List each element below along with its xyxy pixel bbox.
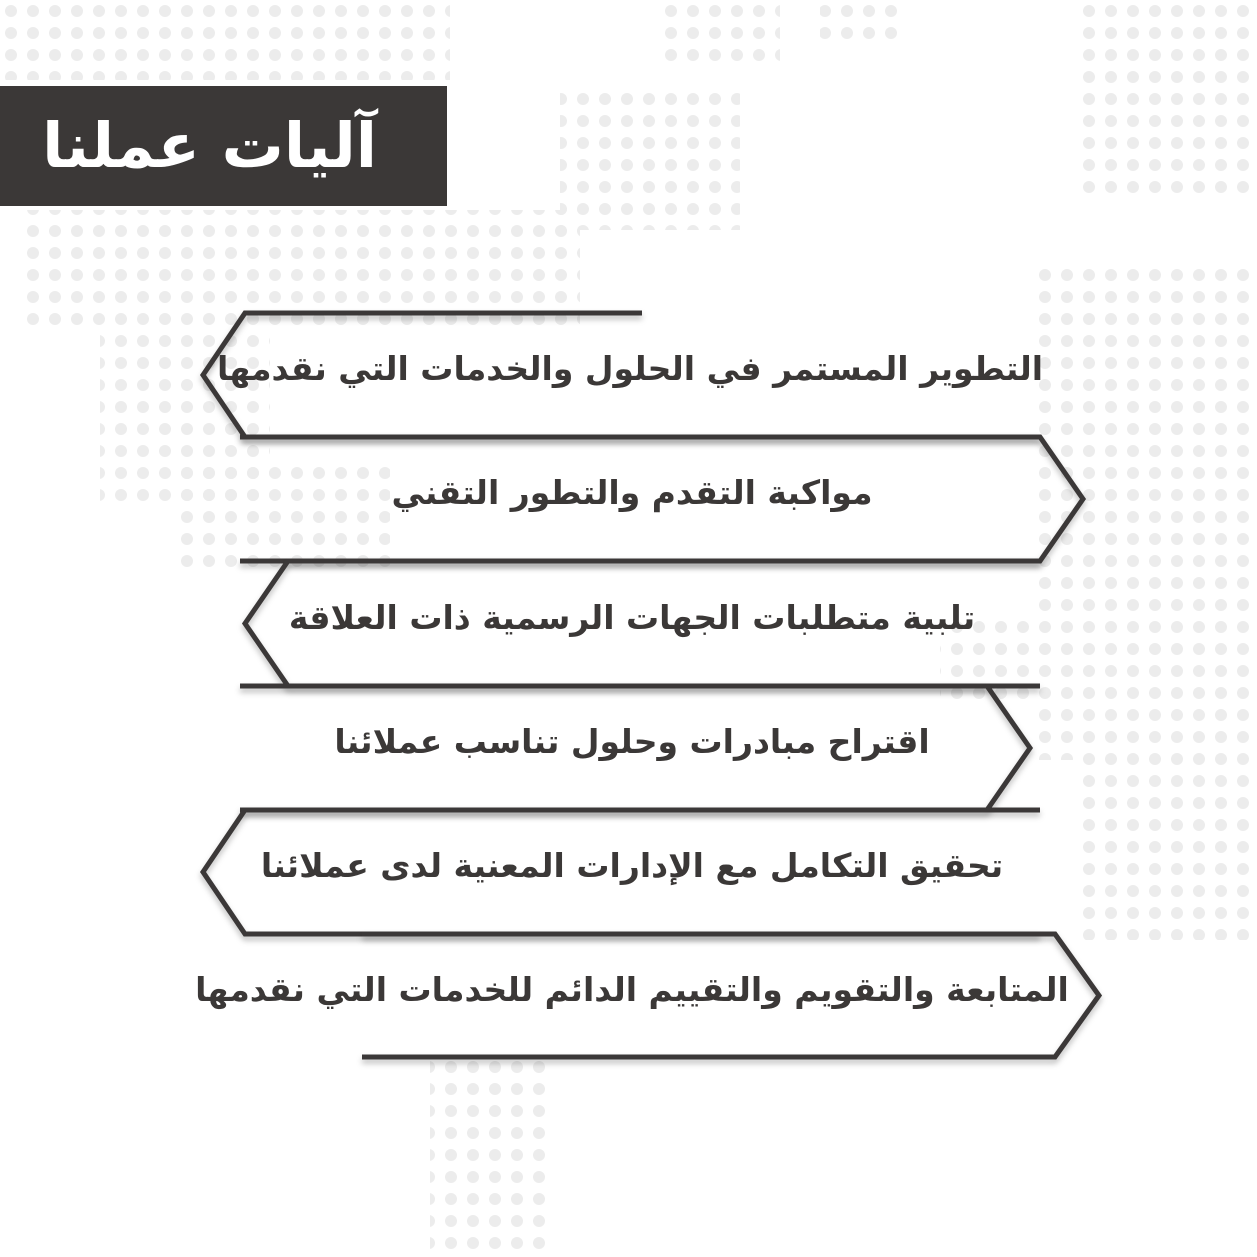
item-label-5: تحقيق التكامل مع الإدارات المعنية لدى عملائنا bbox=[260, 846, 1004, 885]
item-label-3: تلبية متطلبات الجهات الرسمية ذات العلاقة bbox=[288, 597, 976, 637]
item-label-6: المتابعة والتقويم والتقييم الدائم للخدمات التي نقدمها bbox=[195, 969, 1069, 1009]
item-label-1: التطوير المستمر في الحلول والخدمات التي نقدمها bbox=[216, 349, 1044, 388]
page-title: آليات عملنا bbox=[42, 109, 377, 182]
item-label-4: اقتراح مبادرات وحلول تناسب عملائنا bbox=[334, 722, 930, 761]
item-label-2: مواكبة التقدم والتطور التقني bbox=[391, 473, 873, 512]
